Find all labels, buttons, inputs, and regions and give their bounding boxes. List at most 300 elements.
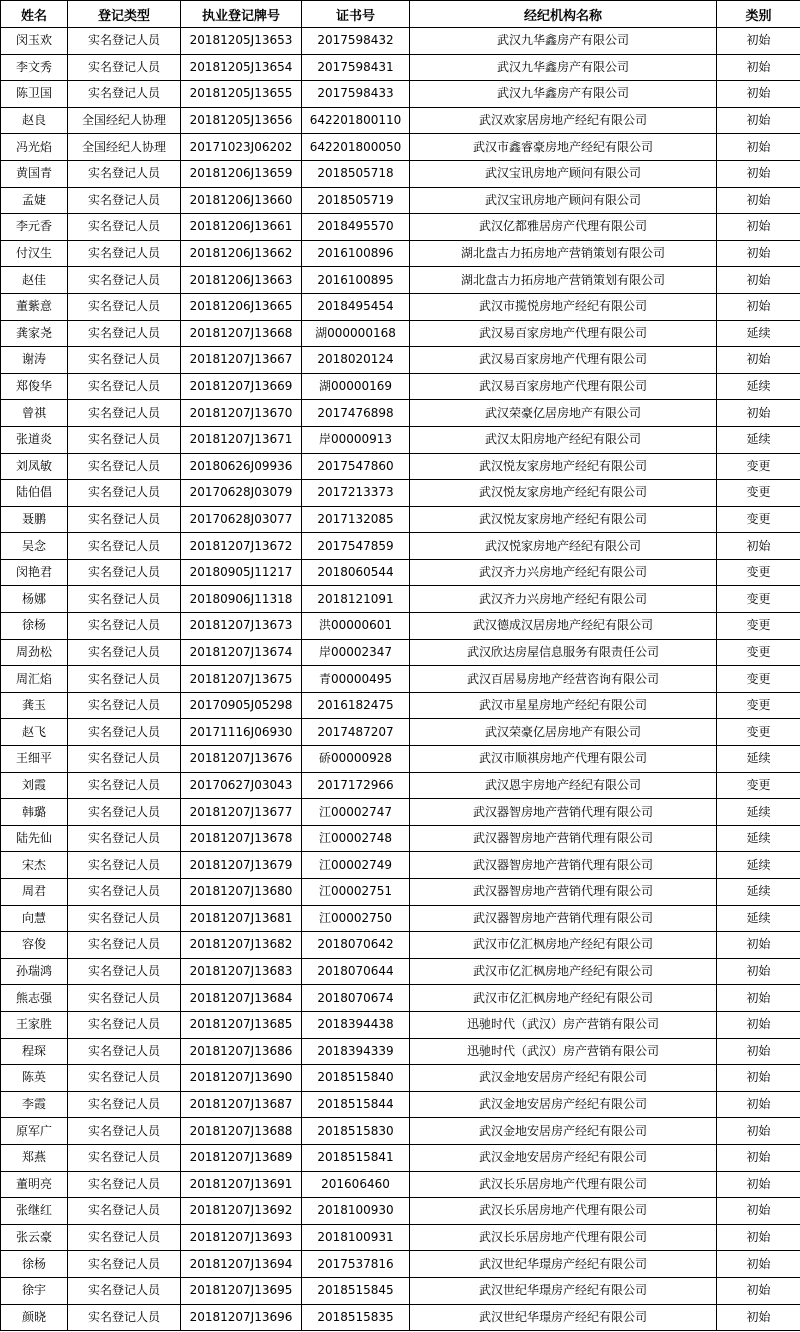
cell-name: 陈卫国 — [1, 81, 68, 108]
cell-certificate-number: 2017132085 — [302, 506, 410, 533]
cell-category: 变更 — [717, 586, 800, 613]
cell-certificate-number: 2017598433 — [302, 81, 410, 108]
cell-name: 郑燕 — [1, 1144, 68, 1171]
cell-certificate-number: 2017476898 — [302, 400, 410, 427]
cell-license-number: 20181207J13685 — [181, 1011, 302, 1038]
table-row — [1, 187, 800, 214]
cell-license-number: 20180906J11318 — [181, 586, 302, 613]
cell-name: 董明亮 — [1, 1171, 68, 1198]
cell-category: 初始 — [717, 932, 800, 959]
cell-registration-type: 实名登记人员 — [68, 639, 181, 666]
cell-category: 变更 — [717, 559, 800, 586]
cell-license-number: 20181206J13662 — [181, 240, 302, 267]
cell-category: 初始 — [717, 28, 800, 55]
table-row — [1, 1091, 800, 1118]
cell-registration-type: 实名登记人员 — [68, 932, 181, 959]
cell-category: 变更 — [717, 772, 800, 799]
cell-license-number: 20181206J13660 — [181, 187, 302, 214]
cell-license-number: 20181207J13668 — [181, 320, 302, 347]
table-row — [1, 746, 800, 773]
cell-agency-name: 武汉九华鑫房产有限公司 — [410, 54, 717, 81]
cell-license-number: 20180626J09936 — [181, 453, 302, 480]
table-row — [1, 160, 800, 187]
cell-certificate-number: 岸00000913 — [302, 426, 410, 453]
header-category: 类别 — [717, 1, 800, 28]
cell-license-number: 20181207J13672 — [181, 533, 302, 560]
cell-name: 李元香 — [1, 214, 68, 241]
cell-license-number: 20181207J13689 — [181, 1144, 302, 1171]
table-row — [1, 1224, 800, 1251]
table-row — [1, 905, 800, 932]
cell-name: 刘凤敏 — [1, 453, 68, 480]
cell-name: 颜晓 — [1, 1304, 68, 1331]
cell-category: 变更 — [717, 613, 800, 640]
cell-license-number: 20170627J03043 — [181, 772, 302, 799]
cell-name: 徐杨 — [1, 1251, 68, 1278]
cell-certificate-number: 2017598432 — [302, 28, 410, 55]
cell-agency-name: 武汉市顺祺房地产代理有限公司 — [410, 746, 717, 773]
table-row — [1, 799, 800, 826]
table-row — [1, 586, 800, 613]
table-row — [1, 320, 800, 347]
cell-license-number: 20181207J13679 — [181, 852, 302, 879]
cell-license-number: 20181207J13674 — [181, 639, 302, 666]
cell-registration-type: 全国经纪人协理 — [68, 134, 181, 161]
cell-category: 初始 — [717, 1198, 800, 1225]
table-row — [1, 825, 800, 852]
cell-certificate-number: 湖00000169 — [302, 373, 410, 400]
cell-category: 延续 — [717, 852, 800, 879]
cell-registration-type: 全国经纪人协理 — [68, 107, 181, 134]
header-registration-type: 登记类型 — [68, 1, 181, 28]
cell-agency-name: 武汉器智房地产营销代理有限公司 — [410, 905, 717, 932]
cell-name: 曾祺 — [1, 400, 68, 427]
cell-name: 李文秀 — [1, 54, 68, 81]
table-row — [1, 214, 800, 241]
cell-certificate-number: 2018515841 — [302, 1144, 410, 1171]
cell-license-number: 20181207J13671 — [181, 426, 302, 453]
cell-agency-name: 武汉世纪华璟房产经纪有限公司 — [410, 1277, 717, 1304]
cell-license-number: 20181207J13692 — [181, 1198, 302, 1225]
cell-agency-name: 武汉悦家房地产经纪有限公司 — [410, 533, 717, 560]
cell-agency-name: 武汉金地安居房产经纪有限公司 — [410, 1144, 717, 1171]
cell-certificate-number: 岸00002347 — [302, 639, 410, 666]
cell-category: 变更 — [717, 453, 800, 480]
table-row — [1, 559, 800, 586]
cell-certificate-number: 江00002747 — [302, 799, 410, 826]
cell-license-number: 20181206J13661 — [181, 214, 302, 241]
header-name: 姓名 — [1, 1, 68, 28]
cell-name: 冯光焰 — [1, 134, 68, 161]
header-agency-name: 经纪机构名称 — [410, 1, 717, 28]
header-row — [1, 1, 800, 28]
cell-agency-name: 武汉世纪华璟房产经纪有限公司 — [410, 1304, 717, 1331]
cell-category: 初始 — [717, 347, 800, 374]
cell-certificate-number: 江00002751 — [302, 879, 410, 906]
cell-category: 延续 — [717, 879, 800, 906]
cell-registration-type: 实名登记人员 — [68, 1091, 181, 1118]
cell-name: 原军广 — [1, 1118, 68, 1145]
cell-certificate-number: 642201800050 — [302, 134, 410, 161]
cell-name: 程琛 — [1, 1038, 68, 1065]
cell-license-number: 20180905J11217 — [181, 559, 302, 586]
cell-agency-name: 武汉荣豪亿居房地产有限公司 — [410, 719, 717, 746]
cell-registration-type: 实名登记人员 — [68, 28, 181, 55]
cell-agency-name: 迅驰时代（武汉）房产营销有限公司 — [410, 1038, 717, 1065]
cell-category: 初始 — [717, 160, 800, 187]
cell-agency-name: 武汉宝讯房地产顾问有限公司 — [410, 160, 717, 187]
cell-license-number: 20181207J13675 — [181, 666, 302, 693]
cell-category: 初始 — [717, 1304, 800, 1331]
cell-category: 初始 — [717, 107, 800, 134]
cell-agency-name: 武汉太阳房地产经纪有限公司 — [410, 426, 717, 453]
table-row — [1, 692, 800, 719]
cell-registration-type: 实名登记人员 — [68, 1277, 181, 1304]
table-row — [1, 107, 800, 134]
cell-name: 向慧 — [1, 905, 68, 932]
cell-agency-name: 武汉悦友家房地产经纪有限公司 — [410, 506, 717, 533]
cell-registration-type: 实名登记人员 — [68, 905, 181, 932]
table-row — [1, 1198, 800, 1225]
cell-registration-type: 实名登记人员 — [68, 187, 181, 214]
cell-certificate-number: 642201800110 — [302, 107, 410, 134]
table-row — [1, 1144, 800, 1171]
cell-registration-type: 实名登记人员 — [68, 958, 181, 985]
cell-certificate-number: 江00002748 — [302, 825, 410, 852]
cell-registration-type: 实名登记人员 — [68, 1198, 181, 1225]
table-row — [1, 719, 800, 746]
cell-license-number: 20181207J13696 — [181, 1304, 302, 1331]
cell-license-number: 20171116J06930 — [181, 719, 302, 746]
cell-agency-name: 武汉金地安居房产经纪有限公司 — [410, 1118, 717, 1145]
cell-license-number: 20181205J13655 — [181, 81, 302, 108]
cell-license-number: 20181207J13688 — [181, 1118, 302, 1145]
cell-category: 初始 — [717, 1144, 800, 1171]
table-row — [1, 81, 800, 108]
cell-category: 初始 — [717, 958, 800, 985]
cell-license-number: 20181207J13693 — [181, 1224, 302, 1251]
cell-certificate-number: 2018100930 — [302, 1198, 410, 1225]
cell-registration-type: 实名登记人员 — [68, 506, 181, 533]
cell-category: 延续 — [717, 746, 800, 773]
cell-license-number: 20170628J03079 — [181, 480, 302, 507]
cell-agency-name: 武汉荣豪亿居房地产有限公司 — [410, 400, 717, 427]
cell-license-number: 20181207J13669 — [181, 373, 302, 400]
cell-agency-name: 武汉欢家居房地产经纪有限公司 — [410, 107, 717, 134]
cell-certificate-number: 2018070674 — [302, 985, 410, 1012]
cell-license-number: 20181206J13659 — [181, 160, 302, 187]
cell-certificate-number: 青00000495 — [302, 666, 410, 693]
cell-certificate-number: 洪00000601 — [302, 613, 410, 640]
cell-certificate-number: 2018515835 — [302, 1304, 410, 1331]
cell-registration-type: 实名登记人员 — [68, 480, 181, 507]
cell-certificate-number: 湖000000168 — [302, 320, 410, 347]
cell-registration-type: 实名登记人员 — [68, 559, 181, 586]
cell-registration-type: 实名登记人员 — [68, 267, 181, 294]
cell-name: 吴念 — [1, 533, 68, 560]
cell-agency-name: 武汉市亿汇枫房地产经纪有限公司 — [410, 985, 717, 1012]
cell-name: 熊志强 — [1, 985, 68, 1012]
cell-license-number: 20181207J13667 — [181, 347, 302, 374]
cell-registration-type: 实名登记人员 — [68, 1144, 181, 1171]
cell-name: 宋杰 — [1, 852, 68, 879]
cell-name: 黄国青 — [1, 160, 68, 187]
cell-name: 闵玉欢 — [1, 28, 68, 55]
cell-category: 延续 — [717, 799, 800, 826]
cell-certificate-number: 2017598431 — [302, 54, 410, 81]
cell-agency-name: 武汉长乐居房地产代理有限公司 — [410, 1224, 717, 1251]
cell-name: 赵良 — [1, 107, 68, 134]
table-header — [1, 1, 800, 28]
cell-registration-type: 实名登记人员 — [68, 426, 181, 453]
cell-certificate-number: 2018100931 — [302, 1224, 410, 1251]
cell-agency-name: 武汉市鑫睿豪房地产经纪有限公司 — [410, 134, 717, 161]
cell-registration-type: 实名登记人员 — [68, 533, 181, 560]
cell-agency-name: 武汉市亿汇枫房地产经纪有限公司 — [410, 958, 717, 985]
cell-category: 初始 — [717, 240, 800, 267]
cell-name: 聂鹏 — [1, 506, 68, 533]
cell-registration-type: 实名登记人员 — [68, 81, 181, 108]
cell-registration-type: 实名登记人员 — [68, 586, 181, 613]
cell-certificate-number: 2016100895 — [302, 267, 410, 294]
table-body — [1, 28, 800, 1331]
cell-agency-name: 武汉长乐居房地产代理有限公司 — [410, 1198, 717, 1225]
cell-registration-type: 实名登记人员 — [68, 985, 181, 1012]
cell-registration-type: 实名登记人员 — [68, 240, 181, 267]
table-row — [1, 852, 800, 879]
table-row — [1, 506, 800, 533]
cell-registration-type: 实名登记人员 — [68, 879, 181, 906]
cell-name: 孙瑞鸿 — [1, 958, 68, 985]
cell-certificate-number: 2018121091 — [302, 586, 410, 613]
cell-name: 韩璐 — [1, 799, 68, 826]
table-row — [1, 240, 800, 267]
cell-license-number: 20181206J13665 — [181, 293, 302, 320]
cell-registration-type: 实名登记人员 — [68, 1171, 181, 1198]
cell-category: 延续 — [717, 426, 800, 453]
cell-agency-name: 武汉金地安居房产经纪有限公司 — [410, 1091, 717, 1118]
cell-registration-type: 实名登记人员 — [68, 293, 181, 320]
cell-category: 变更 — [717, 719, 800, 746]
cell-registration-type: 实名登记人员 — [68, 719, 181, 746]
cell-agency-name: 武汉器智房地产营销代理有限公司 — [410, 852, 717, 879]
cell-agency-name: 武汉市亿汇枫房地产经纪有限公司 — [410, 932, 717, 959]
table-row — [1, 1065, 800, 1092]
cell-category: 初始 — [717, 134, 800, 161]
table-row — [1, 985, 800, 1012]
cell-category: 初始 — [717, 54, 800, 81]
cell-certificate-number: 2018515840 — [302, 1065, 410, 1092]
cell-agency-name: 武汉悦友家房地产经纪有限公司 — [410, 480, 717, 507]
cell-category: 初始 — [717, 1171, 800, 1198]
cell-registration-type: 实名登记人员 — [68, 1065, 181, 1092]
table-row — [1, 1011, 800, 1038]
table-row — [1, 1251, 800, 1278]
table-row — [1, 666, 800, 693]
table-row — [1, 426, 800, 453]
cell-category: 初始 — [717, 1277, 800, 1304]
cell-license-number: 20181205J13656 — [181, 107, 302, 134]
cell-name: 李霞 — [1, 1091, 68, 1118]
cell-registration-type: 实名登记人员 — [68, 1251, 181, 1278]
cell-name: 孟婕 — [1, 187, 68, 214]
cell-name: 周劲松 — [1, 639, 68, 666]
cell-category: 延续 — [717, 373, 800, 400]
cell-agency-name: 武汉器智房地产营销代理有限公司 — [410, 825, 717, 852]
cell-agency-name: 武汉市星星房地产经纪有限公司 — [410, 692, 717, 719]
cell-certificate-number: 2017547859 — [302, 533, 410, 560]
cell-license-number: 20181207J13684 — [181, 985, 302, 1012]
cell-license-number: 20181206J13663 — [181, 267, 302, 294]
table-row — [1, 1304, 800, 1331]
cell-registration-type: 实名登记人员 — [68, 799, 181, 826]
cell-agency-name: 湖北盘古力拓房地产营销策划有限公司 — [410, 267, 717, 294]
cell-name: 容俊 — [1, 932, 68, 959]
cell-registration-type: 实名登记人员 — [68, 347, 181, 374]
cell-agency-name: 武汉易百家房地产代理有限公司 — [410, 373, 717, 400]
cell-certificate-number: 2018505718 — [302, 160, 410, 187]
cell-agency-name: 武汉齐力兴房地产经纪有限公司 — [410, 586, 717, 613]
cell-certificate-number: 2018394438 — [302, 1011, 410, 1038]
cell-name: 赵飞 — [1, 719, 68, 746]
cell-license-number: 20181205J13653 — [181, 28, 302, 55]
cell-agency-name: 武汉九华鑫房产有限公司 — [410, 28, 717, 55]
cell-certificate-number: 201606460 — [302, 1171, 410, 1198]
cell-certificate-number: 2017213373 — [302, 480, 410, 507]
cell-registration-type: 实名登记人员 — [68, 1011, 181, 1038]
table-row — [1, 613, 800, 640]
cell-name: 谢涛 — [1, 347, 68, 374]
cell-agency-name: 武汉齐力兴房地产经纪有限公司 — [410, 559, 717, 586]
cell-certificate-number: 2018495570 — [302, 214, 410, 241]
cell-agency-name: 武汉易百家房地产代理有限公司 — [410, 347, 717, 374]
cell-agency-name: 武汉德成汉居房地产经纪有限公司 — [410, 613, 717, 640]
cell-category: 初始 — [717, 1091, 800, 1118]
cell-name: 付汉生 — [1, 240, 68, 267]
cell-agency-name: 武汉长乐居房地产代理有限公司 — [410, 1171, 717, 1198]
cell-registration-type: 实名登记人员 — [68, 1038, 181, 1065]
cell-registration-type: 实名登记人员 — [68, 214, 181, 241]
header-certificate-number: 证书号 — [302, 1, 410, 28]
cell-category: 初始 — [717, 81, 800, 108]
cell-certificate-number: 2018394339 — [302, 1038, 410, 1065]
cell-license-number: 20181207J13686 — [181, 1038, 302, 1065]
cell-certificate-number: 硚00000928 — [302, 746, 410, 773]
cell-certificate-number: 2018495454 — [302, 293, 410, 320]
cell-category: 初始 — [717, 400, 800, 427]
table-row — [1, 1118, 800, 1145]
cell-registration-type: 实名登记人员 — [68, 666, 181, 693]
cell-name: 董紫意 — [1, 293, 68, 320]
cell-registration-type: 实名登记人员 — [68, 1118, 181, 1145]
cell-license-number: 20181207J13681 — [181, 905, 302, 932]
cell-agency-name: 武汉金地安居房产经纪有限公司 — [410, 1065, 717, 1092]
table-row — [1, 373, 800, 400]
cell-registration-type: 实名登记人员 — [68, 613, 181, 640]
cell-agency-name: 武汉易百家房地产代理有限公司 — [410, 320, 717, 347]
cell-registration-type: 实名登记人员 — [68, 160, 181, 187]
cell-certificate-number: 2018060544 — [302, 559, 410, 586]
cell-name: 陆伯倡 — [1, 480, 68, 507]
cell-category: 变更 — [717, 639, 800, 666]
cell-registration-type: 实名登记人员 — [68, 825, 181, 852]
cell-license-number: 20181207J13694 — [181, 1251, 302, 1278]
cell-license-number: 20181207J13695 — [181, 1277, 302, 1304]
cell-category: 初始 — [717, 267, 800, 294]
cell-license-number: 20181207J13687 — [181, 1091, 302, 1118]
cell-name: 陈英 — [1, 1065, 68, 1092]
cell-certificate-number: 江00002749 — [302, 852, 410, 879]
cell-license-number: 20181207J13676 — [181, 746, 302, 773]
cell-registration-type: 实名登记人员 — [68, 1224, 181, 1251]
cell-agency-name: 湖北盘古力拓房地产营销策划有限公司 — [410, 240, 717, 267]
cell-certificate-number: 2016182475 — [302, 692, 410, 719]
cell-category: 初始 — [717, 533, 800, 560]
cell-agency-name: 武汉亿都雅居房产代理有限公司 — [410, 214, 717, 241]
cell-certificate-number: 2018515845 — [302, 1277, 410, 1304]
cell-category: 初始 — [717, 293, 800, 320]
cell-license-number: 20181207J13670 — [181, 400, 302, 427]
table-row — [1, 879, 800, 906]
cell-license-number: 20181207J13690 — [181, 1065, 302, 1092]
table-row — [1, 400, 800, 427]
cell-registration-type: 实名登记人员 — [68, 320, 181, 347]
cell-registration-type: 实名登记人员 — [68, 852, 181, 879]
cell-name: 张继红 — [1, 1198, 68, 1225]
table-row — [1, 772, 800, 799]
cell-category: 初始 — [717, 187, 800, 214]
cell-registration-type: 实名登记人员 — [68, 400, 181, 427]
cell-license-number: 20181207J13691 — [181, 1171, 302, 1198]
cell-name: 徐杨 — [1, 613, 68, 640]
table-row — [1, 932, 800, 959]
cell-name: 闵艳君 — [1, 559, 68, 586]
cell-certificate-number: 2017547860 — [302, 453, 410, 480]
cell-name: 郑俊华 — [1, 373, 68, 400]
cell-name: 刘霞 — [1, 772, 68, 799]
cell-agency-name: 武汉九华鑫房产有限公司 — [410, 81, 717, 108]
cell-registration-type: 实名登记人员 — [68, 54, 181, 81]
cell-agency-name: 武汉悦友家房地产经纪有限公司 — [410, 453, 717, 480]
cell-category: 延续 — [717, 320, 800, 347]
cell-category: 变更 — [717, 480, 800, 507]
cell-license-number: 20181207J13678 — [181, 825, 302, 852]
cell-license-number: 20181207J13682 — [181, 932, 302, 959]
table-row — [1, 958, 800, 985]
cell-category: 延续 — [717, 825, 800, 852]
table-row — [1, 1038, 800, 1065]
cell-name: 周汇焰 — [1, 666, 68, 693]
cell-certificate-number: 2018020124 — [302, 347, 410, 374]
cell-certificate-number: 2018070644 — [302, 958, 410, 985]
cell-license-number: 20181207J13680 — [181, 879, 302, 906]
cell-agency-name: 武汉器智房地产营销代理有限公司 — [410, 879, 717, 906]
cell-name: 杨娜 — [1, 586, 68, 613]
cell-certificate-number: 2017487207 — [302, 719, 410, 746]
cell-name: 王家胜 — [1, 1011, 68, 1038]
cell-license-number: 20181207J13683 — [181, 958, 302, 985]
cell-category: 初始 — [717, 1251, 800, 1278]
table-row — [1, 134, 800, 161]
table-row — [1, 293, 800, 320]
cell-registration-type: 实名登记人员 — [68, 692, 181, 719]
table-row — [1, 347, 800, 374]
cell-license-number: 20171023J06202 — [181, 134, 302, 161]
cell-agency-name: 武汉恩宇房地产经纪有限公司 — [410, 772, 717, 799]
header-license-number: 执业登记牌号 — [181, 1, 302, 28]
cell-category: 初始 — [717, 1038, 800, 1065]
cell-certificate-number: 2018515844 — [302, 1091, 410, 1118]
